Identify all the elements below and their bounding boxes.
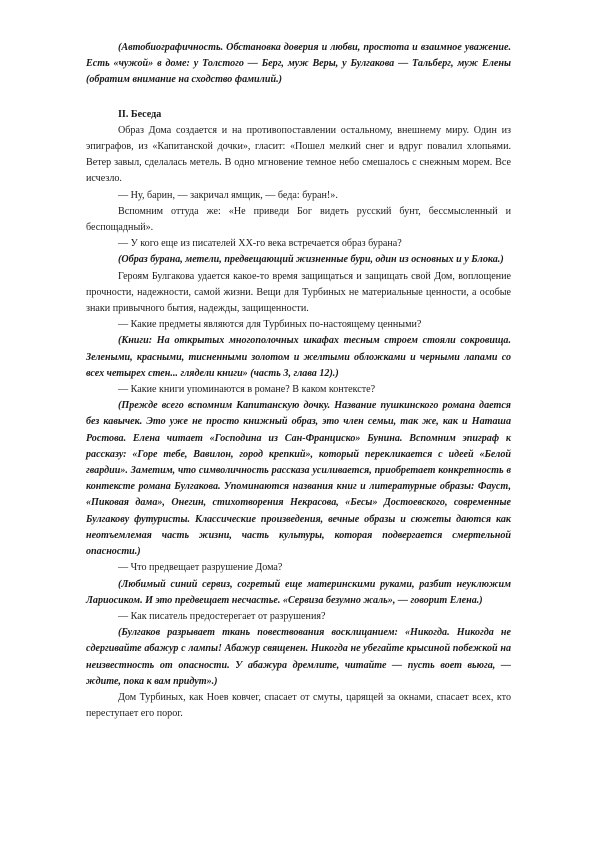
- spacer: [86, 89, 511, 107]
- paragraph-heroes: Героям Булгакова удается какое-то время защищаться и защищать свой Дом, воплощение прочности, надежности, самой жизни. Вещи для Турбиных не материальные ценности, а особые знаки привычного бытия, надежды, защищенности.: [86, 270, 511, 315]
- question-warning: — Как писатель предостерегает от разрушения?: [118, 610, 326, 622]
- question-valuables: — Какие предметы являются для Турбиных по-настоящему ценными?: [118, 319, 422, 331]
- paragraph-coachman: — Ну, барин, — закричал ямщик, — беда: буран!».: [118, 189, 338, 201]
- question-blizzard: — У кого еще из писателей XX-го века встречается образ бурана?: [118, 238, 402, 250]
- answer-lampshade: (Булгаков разрывает ткань повествования восклицанием: «Никогда. Никогда не сдергивайте абажур с лампы! Абажур священен. Никогда не убегайте крысиной побежкой на неизвестность от опасности. У абажура дремлите, читайте — пусть воет вьюга, — ждите, пока к вам придут».): [86, 627, 511, 687]
- question-books: — Какие книги упоминаются в романе? В каком контексте?: [118, 384, 376, 396]
- section-heading: II. Беседа: [118, 108, 162, 120]
- answer-books: (Книги: На открытых многополочных шкафах тесным строем стояли сокровища. Зелеными, красными, тисненными золотом и желтыми обложками и черными лапами со всех четырех стен... глядели книги» (часть 3, глава 12).): [86, 335, 511, 379]
- paragraph-autobiography: (Автобиографичность. Обстановка доверия и любви, простота и взаимное уважение. Есть «чужой» в доме: у Толстого — Берг, муж Веры, у Булгакова — Тальберг, муж Елены (обратим внимание на сходство фамилий.): [86, 42, 511, 86]
- paragraph-rebellion-quote: Вспомним оттуда же: «Не приведи Бог видеть русский бунт, бессмысленный и беспощадный».: [86, 205, 511, 234]
- paragraph-home-image: Образ Дома создается и на противопоставлении остальному, внешнему миру. Один из эпиграфов, из «Капитанской дочки», гласит: «Пошел мелкий снег и вдруг повалил хлопьями. Ветер завыл, сделалась метель. В одно мгновение темное небо смешалось с снежным морем. Все исчезло.: [86, 124, 511, 185]
- question-destruction: — Что предвещает разрушение Дома?: [118, 562, 283, 574]
- answer-books-context: (Прежде всего вспомним Капитанскую дочку. Название пушкинского романа дается без кавычек. Это уже не просто книжный образ, это член семьи, так же, как и Наташа Ростова. Елена читает «Господина из Сан-Франциско» Бунина. Вспомним эпиграф к рассказу: «Горе тебе, Вавилон, город крепкий», который перекликается с идеей «Белой гвардии». Заметим, что символичность рассказа усиливается, приобретает конкретность в контексте романа Булгакова. Упоминаются названия книг и литературные образы: Фауст, «Пиковая дама», Онегин, стихотворения Некрасова, «Бесы» Достоевского, современные Булгакову футуристы. Классические произведения, вечные образы и сюжеты даются как неотъемлемая часть жизни, часть культуры, которая подвергается смертельной опасности.): [86, 400, 511, 558]
- answer-service: (Любимый синий сервиз, согретый еще материнскими руками, разбит неуклюжим Лариосиком. И это предвещает несчастье. «Сервиза безумно жаль», — говорит Елена.): [86, 578, 511, 606]
- answer-blizzard: (Образ бурана, метели, предвещающий жизненные бури, один из основных и у Блока.): [118, 254, 504, 266]
- paragraph-noahs-ark: Дом Турбиных, как Ноев ковчег, спасает от смуты, царящей за окнами, спасает всех, кто переступает его порог.: [86, 691, 511, 720]
